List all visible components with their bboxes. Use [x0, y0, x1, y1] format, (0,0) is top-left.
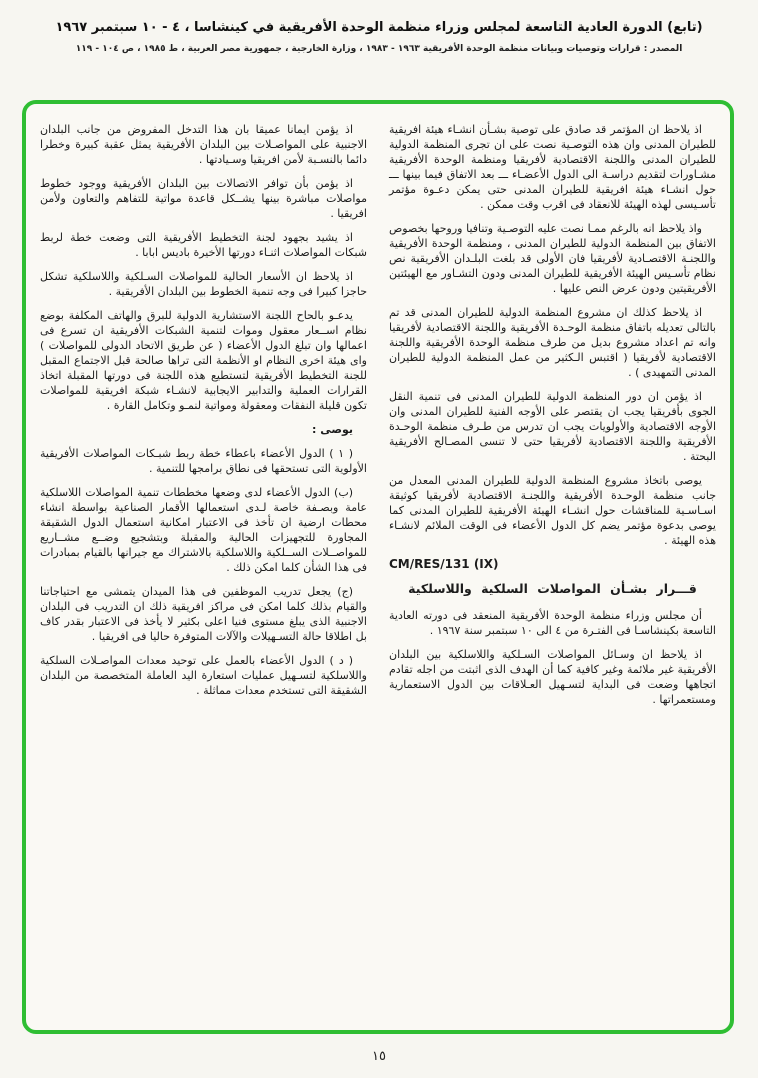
recommendation-item: (ج) يجعل تدريب الموظفين فى هذا الميدان يتمشى مع احتياجاتنا والقيام بذلك كلما امكن فى مراكز افريقية ذلك ان التدريب فى البلدان الاجنبية الذى يبلغ مستوى فنيا اعلى بكثير لا يأخذ فى الاعتبار بقدر كاف بل اطلاقا حالة التسـهيلات والآلات المتوفرة حاليا فى افريقيا .	[40, 585, 367, 643]
resolution-title: قـــرار بشـأن المواصلات السلكية واللاسلكية	[408, 581, 697, 596]
paragraph: اذ يلاحظ كذلك ان مشروع المنظمة الدولية للطيران المدنى قد تم بالتالى تعديله باتفاق منظمة الوحـدة الأفريقية واللجنة الاقتصادية لأفريقيا وانه تم اعداد مشروع بديل من طرف منظمة الوحدة الأفريقية واللجنة الاقتصادية لأفريقيا ( اقتبس الـكثير من عمل المنظمة الدولية للطيران المدنى التمهيدى ) .	[389, 306, 716, 379]
page-number: ١٥	[372, 1049, 386, 1064]
paragraph: اذ يؤمن بأن توافر الاتصالات بين البلدان الأفريقية ووجود خطوط مواصلات مباشرة بينها يشــكل قاعدة مواتية للتفاهم والتعاون ولأمن افريقيا .	[40, 177, 367, 220]
content-frame	[22, 100, 734, 1034]
header-title: (تابع) الدورة العادية التاسعة لمجلس وزراء منظمة الوحدة الأفريقية في كينشاسا ، ٤ - ١٠ سبتمبر ١٩٦٧	[55, 20, 703, 35]
recommendation-item: (ب) الدول الأعضاء لدى وضعها مخططات تنمية المواصلات اللاسلكية عامة وبصـفة خاصة لـدى استعمالها الأقمار الصناعية بواسطة انشاء محطات ارضية ان تأخذ فى الاعتبار امكانية استعمال الدول الشقيقة المجاورة للتجهيزات الحالية والمقبلة وبتشجيع وضــع مشــاريع للمواصــلات الســلكية واللاسلكية بالاشتراك مع جيرانها بالقيام بمبادرات فى هذا الشأن كلما امكن ذلك .	[40, 486, 367, 574]
paragraph: اذ يلاحظ ان المؤتمر قد صادق على توصية بشـأن انشـاء هيئة افريقية للطيران المدنى وان هذه التوصـية نصت على ان تجرى المنظمة الدولية للطيران المدنى واللجنة الاقتصادية لأفريقيا ومنظمة الوحدة الأفريقية مشـاورات لتقديم دراسـة الى الدول الأعضـاء ـــ بعد الاتفاق فيما بينها ـــ حول انشـاء هيئة افريقية للطيران المدنى حتى يمكن دعـوة مؤتمر تأسـيسى لهذه الهيئة للانعقاد فى اقرب وقت ممكن .	[389, 123, 716, 211]
resolution-code: CM/RES/131 (IX)	[389, 557, 499, 571]
resolution-intro: أن مجلس وزراء منظمة الوحدة الأفريقية المنعقد فى دورته العادية التاسعة بكينشاسـا فى الفتـرة من ٤ الى ١٠ سبتمبر سنة ١٩٦٧ .	[389, 609, 716, 637]
paragraph: اذ يشيد بجهود لجنة التخطيط الأفريقية التى وضعت خطة لربط شبكات المواصلات اثنـاء دورتها الأخيرة باديس ابابا .	[40, 231, 367, 259]
recommendation-item: ( ١ ) الدول الأعضاء باعطاء خطة ربط شبـكات المواصلات الأفريقية الأولوية التى تستحقها فى نطاق برامجها للتنمية .	[40, 447, 367, 475]
left-column	[40, 122, 367, 1018]
paragraph: اذ يلاحظ ان وسـائل المواصلات السـلكية واللاسلكية بين البلدان الأفريقية غير ملائمة وغير كافية كما أن الهدف الذى اثبتت من اجله تقادم اتجاهها وضعت فى البداية لتسـهيل العـلاقات بين الدول الاستعمارية ومستعمراتها .	[389, 648, 716, 706]
two-column-layout	[40, 122, 716, 1018]
source-line: المصدر : قرارات وتوصيات وبيانات منظمة الوحدة الأفريقية ١٩٦٣ - ١٩٨٣ ، وزارة الخارجية ، جمهورية مصر العربية ، ط ١٩٨٥ ، ص ١٠٤ - ١١٩	[75, 44, 683, 54]
recommends-label: يوصى :	[311, 423, 353, 436]
paragraph: اذ يؤمن ان دور المنظمة الدولية للطيران المدنى فى تنمية النقل الجوى بأفريقيا يجب ان يقتصر على الأوجه الفنية للطيران المدنى وان الأوجه الاقتصادية والأولويات يجب ان تدرس من طـرف منظمة الوحـدة الأفريقية واللجنة الاقتصادية لأفريقيا حتى لا تنسى المصـالح الأفريقية البحتة .	[389, 390, 716, 463]
recommendation-item: ( د ) الدول الأعضاء بالعمل على توحيد معدات المواصـلات السلكية واللاسلكية لتسـهيل عمليات استعارة اليد العاملة المتخصصة من البلدان الشقيقة التى تستخدم معدات مماثلة .	[40, 654, 367, 697]
paragraph: اذ يلاحظ ان الأسعار الحالية للمواصلات السـلكية واللاسلكية تشكل حاجزا كبيرا فى وجه تنمية الخطوط بين البلدان الأفريقية .	[40, 270, 367, 298]
paragraph: يدعـو بالحاح اللجنة الاستشارية الدولية للبرق والهاتف المكلفة بوضع نظام اســعار معقول وموات لتنمية الشبكات الأفريقية ان تسرع فى اعمالها وان تبلغ الدول الأعضاء ( عن طريق الاتحاد الدولى للمواصلات ) واى هيئة اخرى النظام او الأنظمة التى تراها صالحة قبل الاجتماع المقبل للجنة التخطيط الأفريقية لتستطيع هذه اللجنة فى دورتها المقبلة اتخاذ القرارات العملية والتدابير الايجابية لانشـاء شبكة افريقية للمواصلات تكون قليلة النفقات ومعقولة ومواتية لنمـو وتكامل القارة .	[40, 309, 367, 412]
right-column	[389, 122, 716, 1018]
paragraph: واذ يلاحظ انه بالرغم ممـا نصت عليه التوصـية وتنافيا وروحها بخصوص الاتفاق بين المنظمة الدولية للطيران المدنى ، ومنظمة الوحدة الأفريقية واللجنـة الاقتصـادية لأفريقيا فان الأولى قد بلغت البلـدان الأفريقية نص نظام تأسـيس الهيئة الأفريقية للطيران المدنى ودون التشـاور مع الهيئتين الأفريقيتين ودون عرض النص عليها .	[389, 222, 716, 295]
paragraph: يوصى باتخاذ مشروع المنظمة الدولية للطيران المدنى المعدل من جانب منظمة الوحـدة الأفريقية واللجنـة الاقتصادية لأفريقيا كوثيقة اسـاسـية للمناقشات حول انشـاء الهيئة الأفريقية للطيران المدنى كما يوصى بدعوة مؤتمر يضم كل الدول الأعضاء فى الوقت الملائم لانشـاء هذه الهيئة .	[389, 474, 716, 547]
page-header	[0, 0, 758, 54]
paragraph: اذ يؤمن ايمانا عميقا بان هذا التدخل المفروض من جانب البلدان الاجنبية على المواصـلات بين البلدان الأفريقية يمثل عقبة كبيرة وخطرا دائما بالنسـبة لأمن افريقيا وسـيادتها .	[40, 123, 367, 166]
